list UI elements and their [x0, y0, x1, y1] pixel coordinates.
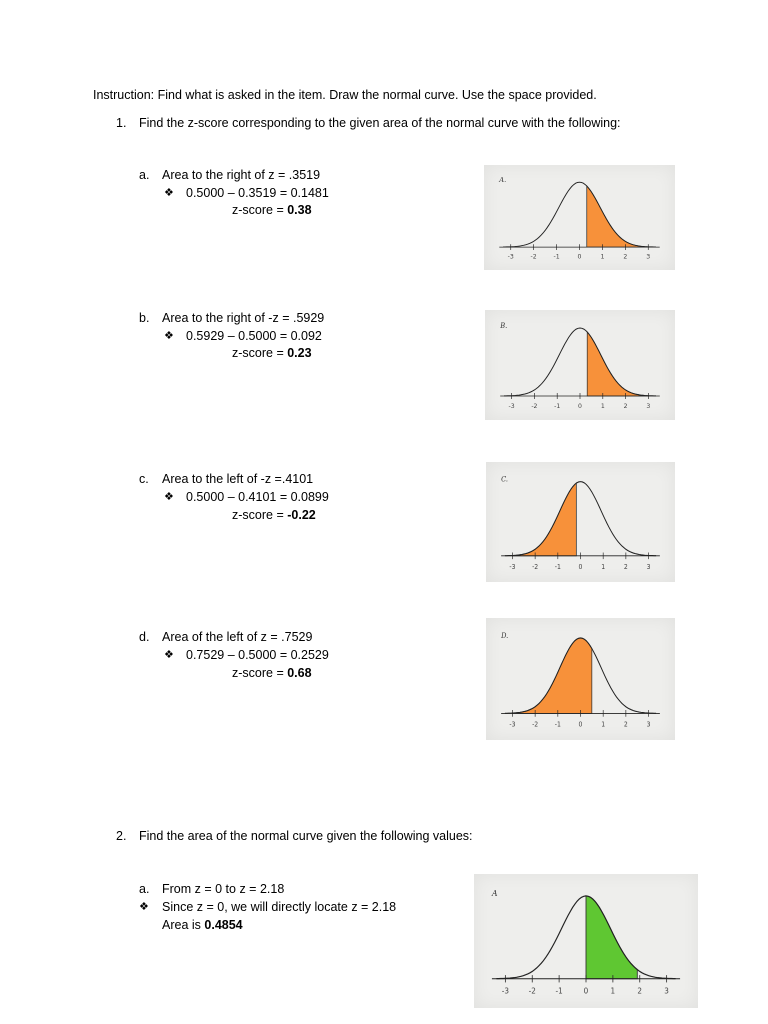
- item-letter: d.: [139, 630, 150, 644]
- tick-label: -1: [554, 562, 561, 572]
- z-score-value: 0.38: [287, 203, 312, 217]
- area-value: 0.4854: [204, 918, 243, 932]
- figure-label: C.: [501, 474, 509, 484]
- shaded-area: [587, 332, 648, 396]
- tick-label: -1: [554, 720, 561, 729]
- tick-label: 2: [637, 986, 643, 996]
- shaded-area: [512, 483, 576, 556]
- tick-label: 1: [600, 402, 605, 411]
- tick-label: -3: [509, 562, 516, 572]
- question-2-text: Find the area of the normal curve given the following values:: [139, 829, 473, 843]
- tick-label: -1: [555, 986, 563, 996]
- item-letter: a.: [139, 168, 150, 182]
- z-score-line: [232, 508, 316, 522]
- normal-curve-figure: [474, 874, 698, 1008]
- tick-label: 1: [600, 253, 605, 261]
- tick-label: -2: [530, 253, 537, 261]
- question-1-text: Find the z-score corresponding to the given area of the normal curve with the following:: [139, 116, 621, 130]
- bullet-icon: ❖: [139, 901, 149, 913]
- tick-label: 3: [646, 402, 651, 411]
- z-score-line: [232, 203, 312, 217]
- item-calc: 0.5000 – 0.4101 = 0.0899: [186, 490, 329, 504]
- bullet-icon: ❖: [164, 491, 174, 503]
- tick-label: 3: [646, 562, 651, 572]
- item-prompt: Area to the left of -z =.4101: [162, 472, 314, 486]
- item-letter: c.: [139, 472, 149, 486]
- item-prompt: Area to the right of z = .3519: [162, 168, 321, 182]
- z-score-prefix: z-score =: [232, 203, 288, 217]
- bullet-icon: ❖: [164, 187, 174, 199]
- tick-label: -2: [531, 402, 538, 411]
- normal-curve: [503, 182, 656, 247]
- bullet-icon: ❖: [164, 649, 174, 661]
- tick-label: 1: [610, 986, 616, 996]
- tick-label: 2: [623, 562, 628, 572]
- tick-label: 0: [577, 253, 582, 261]
- tick-label: 0: [578, 562, 583, 572]
- tick-label: -2: [532, 720, 539, 729]
- figure-label: A: [491, 887, 498, 899]
- tick-label: 1: [601, 562, 606, 572]
- item-calc: 0.7529 – 0.5000 = 0.2529: [186, 648, 329, 662]
- tick-label: -3: [508, 402, 515, 411]
- figure-label: B.: [500, 321, 508, 331]
- z-score-prefix: z-score =: [232, 666, 288, 680]
- z-score-line: [232, 666, 312, 680]
- question-2-number: 2.: [116, 829, 127, 843]
- z-score-value: -0.22: [287, 508, 316, 522]
- item-letter: a.: [139, 882, 150, 896]
- tick-label: -2: [532, 562, 539, 572]
- item-calc: 0.5000 – 0.3519 = 0.1481: [186, 186, 329, 200]
- normal-curve-figure: [486, 462, 675, 582]
- tick-label: -2: [528, 986, 536, 996]
- area-prefix: Area is: [162, 918, 205, 932]
- shaded-area: [586, 896, 637, 979]
- item-letter: b.: [139, 311, 150, 325]
- tick-label: -3: [501, 986, 509, 996]
- shaded-area: [587, 186, 649, 247]
- item-calc: 0.5929 – 0.5000 = 0.092: [186, 329, 322, 343]
- normal-curve: [505, 482, 656, 556]
- z-score-line: [232, 346, 312, 360]
- tick-label: -3: [509, 720, 516, 729]
- figure-label: D.: [501, 630, 509, 641]
- normal-curve-figure: [484, 165, 675, 270]
- normal-curve: [504, 328, 656, 396]
- tick-label: -1: [553, 253, 560, 261]
- tick-label: -3: [507, 253, 514, 261]
- item-line2: Since z = 0, we will directly locate z = 2.18: [162, 900, 397, 914]
- item-prompt: From z = 0 to z = 2.18: [162, 882, 285, 896]
- z-score-value: 0.23: [287, 346, 312, 360]
- z-score-prefix: z-score =: [232, 508, 288, 522]
- figure-label: A.: [499, 176, 507, 185]
- tick-label: 3: [646, 253, 651, 261]
- normal-curve-figure: [486, 618, 675, 740]
- tick-label: 1: [601, 720, 606, 729]
- item-prompt: Area of the left of z = .7529: [162, 630, 313, 644]
- normal-curve-figure: [485, 310, 675, 420]
- area-line: [162, 918, 243, 932]
- tick-label: 2: [623, 253, 628, 261]
- tick-label: 0: [578, 720, 583, 729]
- bullet-icon: ❖: [164, 330, 174, 342]
- tick-label: -1: [554, 402, 561, 411]
- z-score-prefix: z-score =: [232, 346, 288, 360]
- tick-label: 0: [583, 986, 589, 996]
- item-prompt: Area to the right of -z = .5929: [162, 311, 325, 325]
- tick-label: 3: [646, 720, 651, 729]
- tick-label: 2: [623, 402, 628, 411]
- shaded-area: [512, 638, 591, 713]
- question-1-number: 1.: [116, 116, 127, 130]
- z-score-value: 0.68: [287, 666, 312, 680]
- tick-label: 3: [664, 986, 669, 996]
- tick-label: 0: [578, 402, 582, 411]
- instruction-text: Instruction: Find what is asked in the item. Draw the normal curve. Use the space provided.: [93, 88, 597, 102]
- tick-label: 2: [623, 720, 628, 729]
